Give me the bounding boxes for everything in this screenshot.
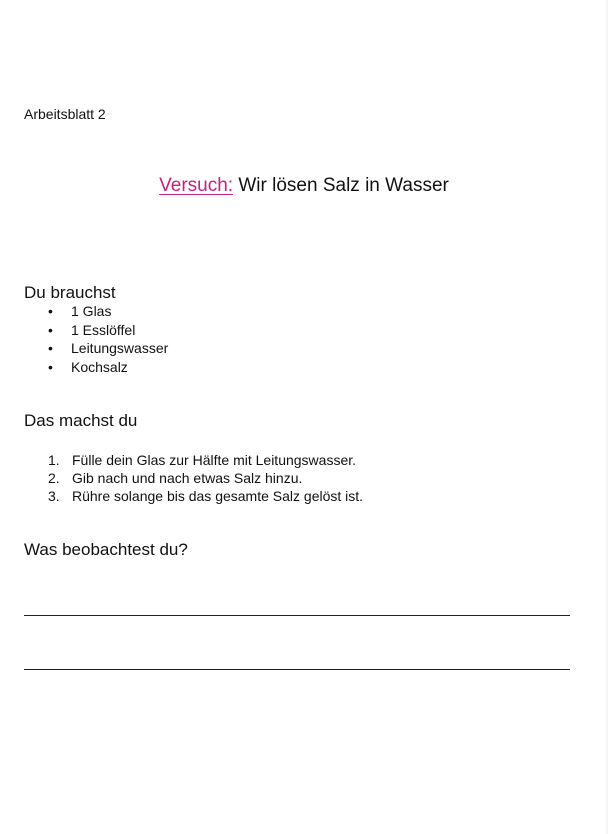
list-item: • 1 Glas <box>48 302 168 321</box>
materials-list <box>48 302 168 376</box>
step-number: 2. <box>48 470 60 486</box>
title-text: Wir lösen Salz in Wasser <box>238 175 449 196</box>
step-text: Rühre solange bis das gesamte Salz gelöst ist. <box>72 488 364 504</box>
materials-heading: Du brauchst <box>24 283 116 302</box>
procedure-step <box>48 469 363 487</box>
step-text: Fülle dein Glas zur Hälfte mit Leitungswasser. <box>72 452 357 468</box>
list-item: • 1 Esslöffel <box>48 321 168 340</box>
step-number: 3. <box>48 488 60 504</box>
list-item: • Kochsalz <box>48 358 168 377</box>
observation-heading: Was beobachtest du? <box>24 540 188 559</box>
experiment-title <box>0 175 608 197</box>
procedure-heading: Das machst du <box>24 411 138 430</box>
procedure-step <box>48 487 363 505</box>
step-text: Gib nach und nach etwas Salz hinzu. <box>72 470 303 486</box>
title-prefix: Versuch: <box>159 175 234 196</box>
answer-line <box>24 669 570 670</box>
procedure-steps <box>48 451 363 505</box>
step-number: 1. <box>48 452 60 468</box>
list-item: • Leitungswasser <box>48 339 168 358</box>
answer-line <box>24 615 570 616</box>
procedure-step <box>48 451 363 469</box>
worksheet-label: Arbeitsblatt 2 <box>24 106 106 122</box>
